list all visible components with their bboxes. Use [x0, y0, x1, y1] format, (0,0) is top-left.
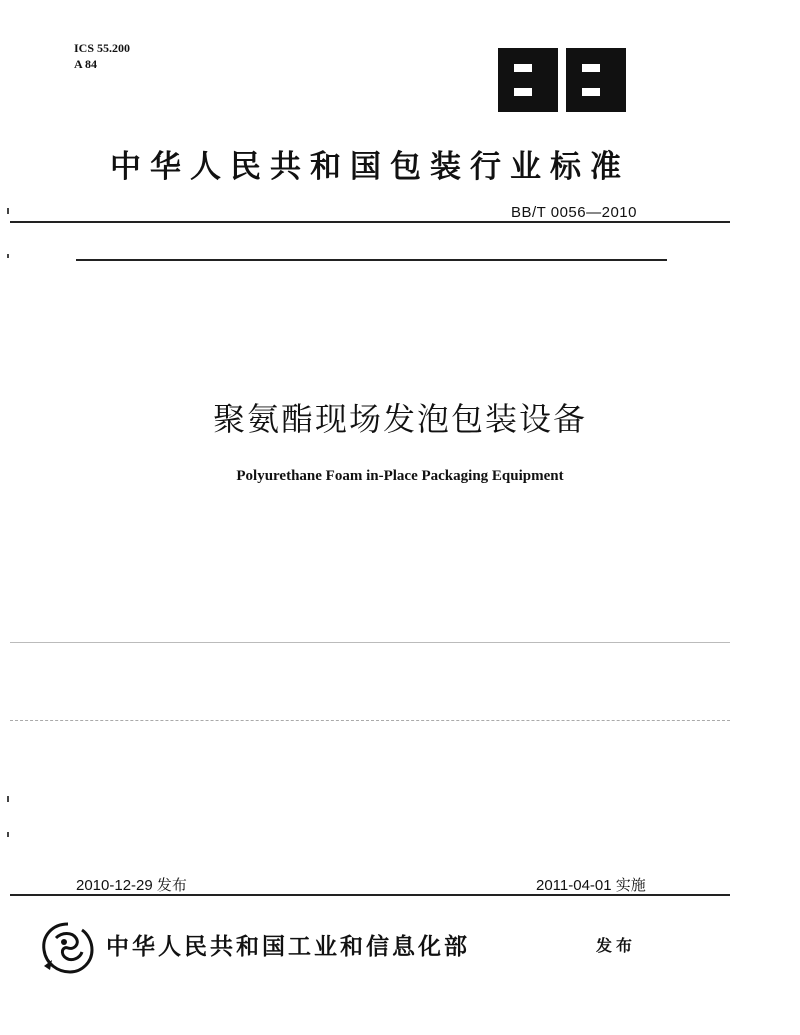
bb-logo-icon [498, 48, 626, 112]
scan-mark [7, 208, 9, 214]
standard-type-title: 中华人民共和国包装行业标准 [110, 149, 630, 185]
divider-second [76, 259, 667, 261]
scan-mark [7, 796, 9, 802]
publish-label: 发布 [596, 936, 637, 955]
issue-date: 2010-12-29 发布 [76, 877, 187, 894]
divider-bottom [10, 894, 730, 896]
faint-dashed-divider [10, 720, 730, 721]
faint-divider [10, 642, 730, 643]
document-title-cn: 聚氨酯现场发泡包装设备 [212, 400, 587, 438]
publisher-name: 中华人民共和国工业和信息化部 [106, 933, 470, 960]
document-title-en: Polyurethane Foam in-Place Packaging Equipment [236, 468, 564, 484]
standard-code: BB/T 0056—2010 [511, 204, 637, 221]
scan-mark [7, 254, 9, 258]
scan-mark [7, 832, 9, 837]
implementation-date: 2011-04-01 实施 [536, 877, 646, 894]
ministry-emblem-icon [38, 920, 98, 976]
classification-codes [74, 40, 130, 72]
divider-top [10, 221, 730, 223]
ccs-code: A 84 [74, 57, 98, 71]
ics-code: ICS 55.200 [74, 41, 131, 55]
